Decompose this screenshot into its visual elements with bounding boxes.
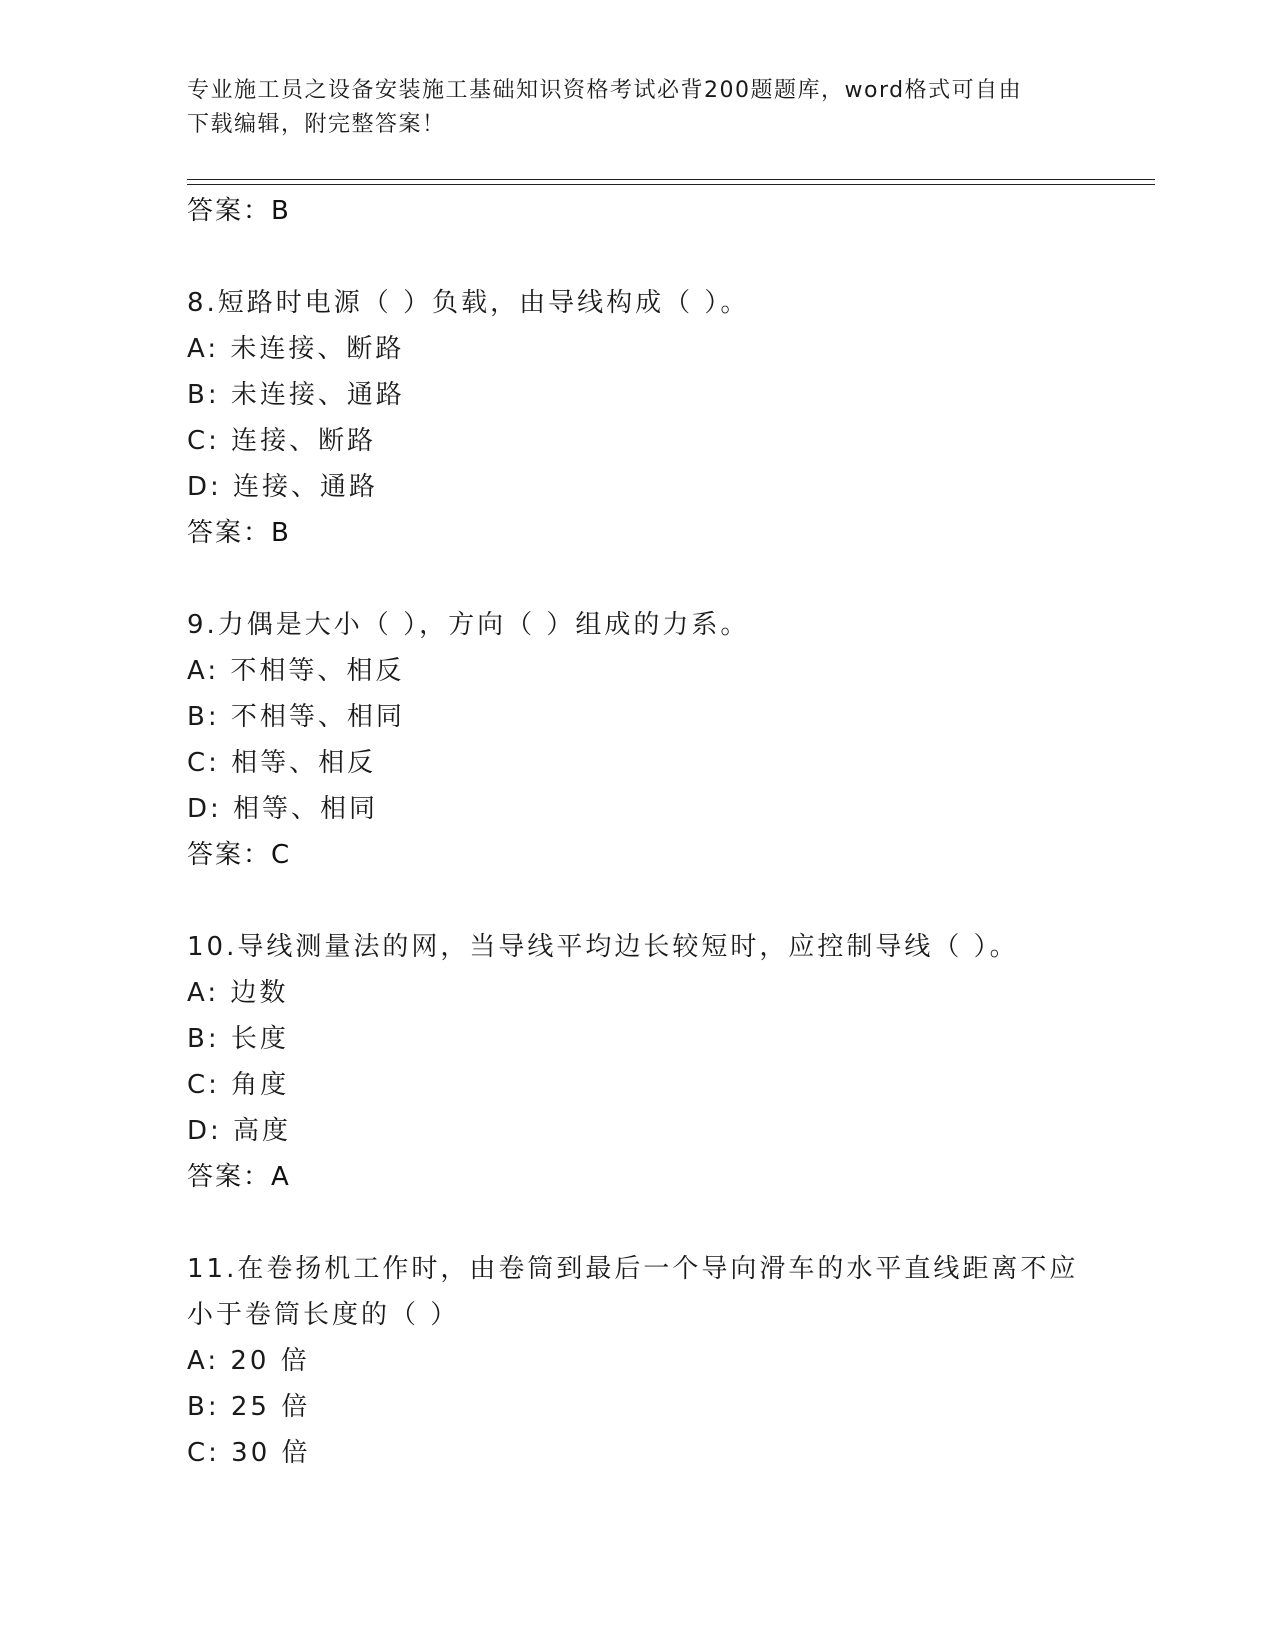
question-block bbox=[187, 280, 1147, 556]
page-header bbox=[187, 74, 1077, 142]
header-line-1: 专业施工员之设备安装施工基础知识资格考试必背200题题库，word格式可自由 bbox=[187, 78, 1023, 103]
option-c: C: 30 倍 bbox=[187, 1438, 311, 1468]
header-line-2: 下载编辑，附完整答案！ bbox=[187, 112, 446, 137]
question-stem: 9.力偶是大小（ ），方向（ ）组成的力系。 bbox=[187, 610, 750, 640]
spacer bbox=[187, 878, 1147, 924]
header-divider-top bbox=[187, 179, 1155, 180]
question-block bbox=[187, 1246, 1147, 1476]
answer-line: 答案：B bbox=[187, 196, 291, 226]
question-block bbox=[187, 602, 1147, 878]
answer-line: 答案：C bbox=[187, 840, 292, 870]
question-stem-line-1: 11.在卷扬机工作时，由卷筒到最后一个导向滑车的水平直线距离不应 bbox=[187, 1254, 1079, 1284]
option-b: B: 不相等、相同 bbox=[187, 702, 405, 732]
spacer bbox=[187, 1200, 1147, 1246]
option-d: D: 高度 bbox=[187, 1116, 292, 1146]
option-c: C: 相等、相反 bbox=[187, 748, 377, 778]
option-b: B: 25 倍 bbox=[187, 1392, 311, 1422]
option-d: D: 连接、通路 bbox=[187, 472, 379, 502]
option-d: D: 相等、相同 bbox=[187, 794, 379, 824]
option-a: A: 边数 bbox=[187, 978, 289, 1008]
option-a: A: 未连接、断路 bbox=[187, 334, 405, 364]
answer-line: 答案：A bbox=[187, 1162, 291, 1192]
spacer bbox=[187, 234, 1147, 280]
answer-line: 答案：B bbox=[187, 518, 291, 548]
question-stem: 8.短路时电源（ ）负载，由导线构成（ ）。 bbox=[187, 288, 750, 318]
option-c: C: 角度 bbox=[187, 1070, 290, 1100]
option-b: B: 未连接、通路 bbox=[187, 380, 405, 410]
question-block bbox=[187, 924, 1147, 1200]
question-stem: 10.导线测量法的网，当导线平均边长较短时，应控制导线（ ）。 bbox=[187, 932, 1019, 962]
question-list bbox=[187, 188, 1147, 1476]
option-a: A: 不相等、相反 bbox=[187, 656, 405, 686]
option-a: A: 20 倍 bbox=[187, 1346, 310, 1376]
option-b: B: 长度 bbox=[187, 1024, 289, 1054]
question-stem-line-2: 小于卷筒长度的（ ） bbox=[187, 1300, 460, 1330]
header-divider-bottom bbox=[187, 184, 1155, 185]
spacer bbox=[187, 556, 1147, 602]
option-c: C: 连接、断路 bbox=[187, 426, 377, 456]
